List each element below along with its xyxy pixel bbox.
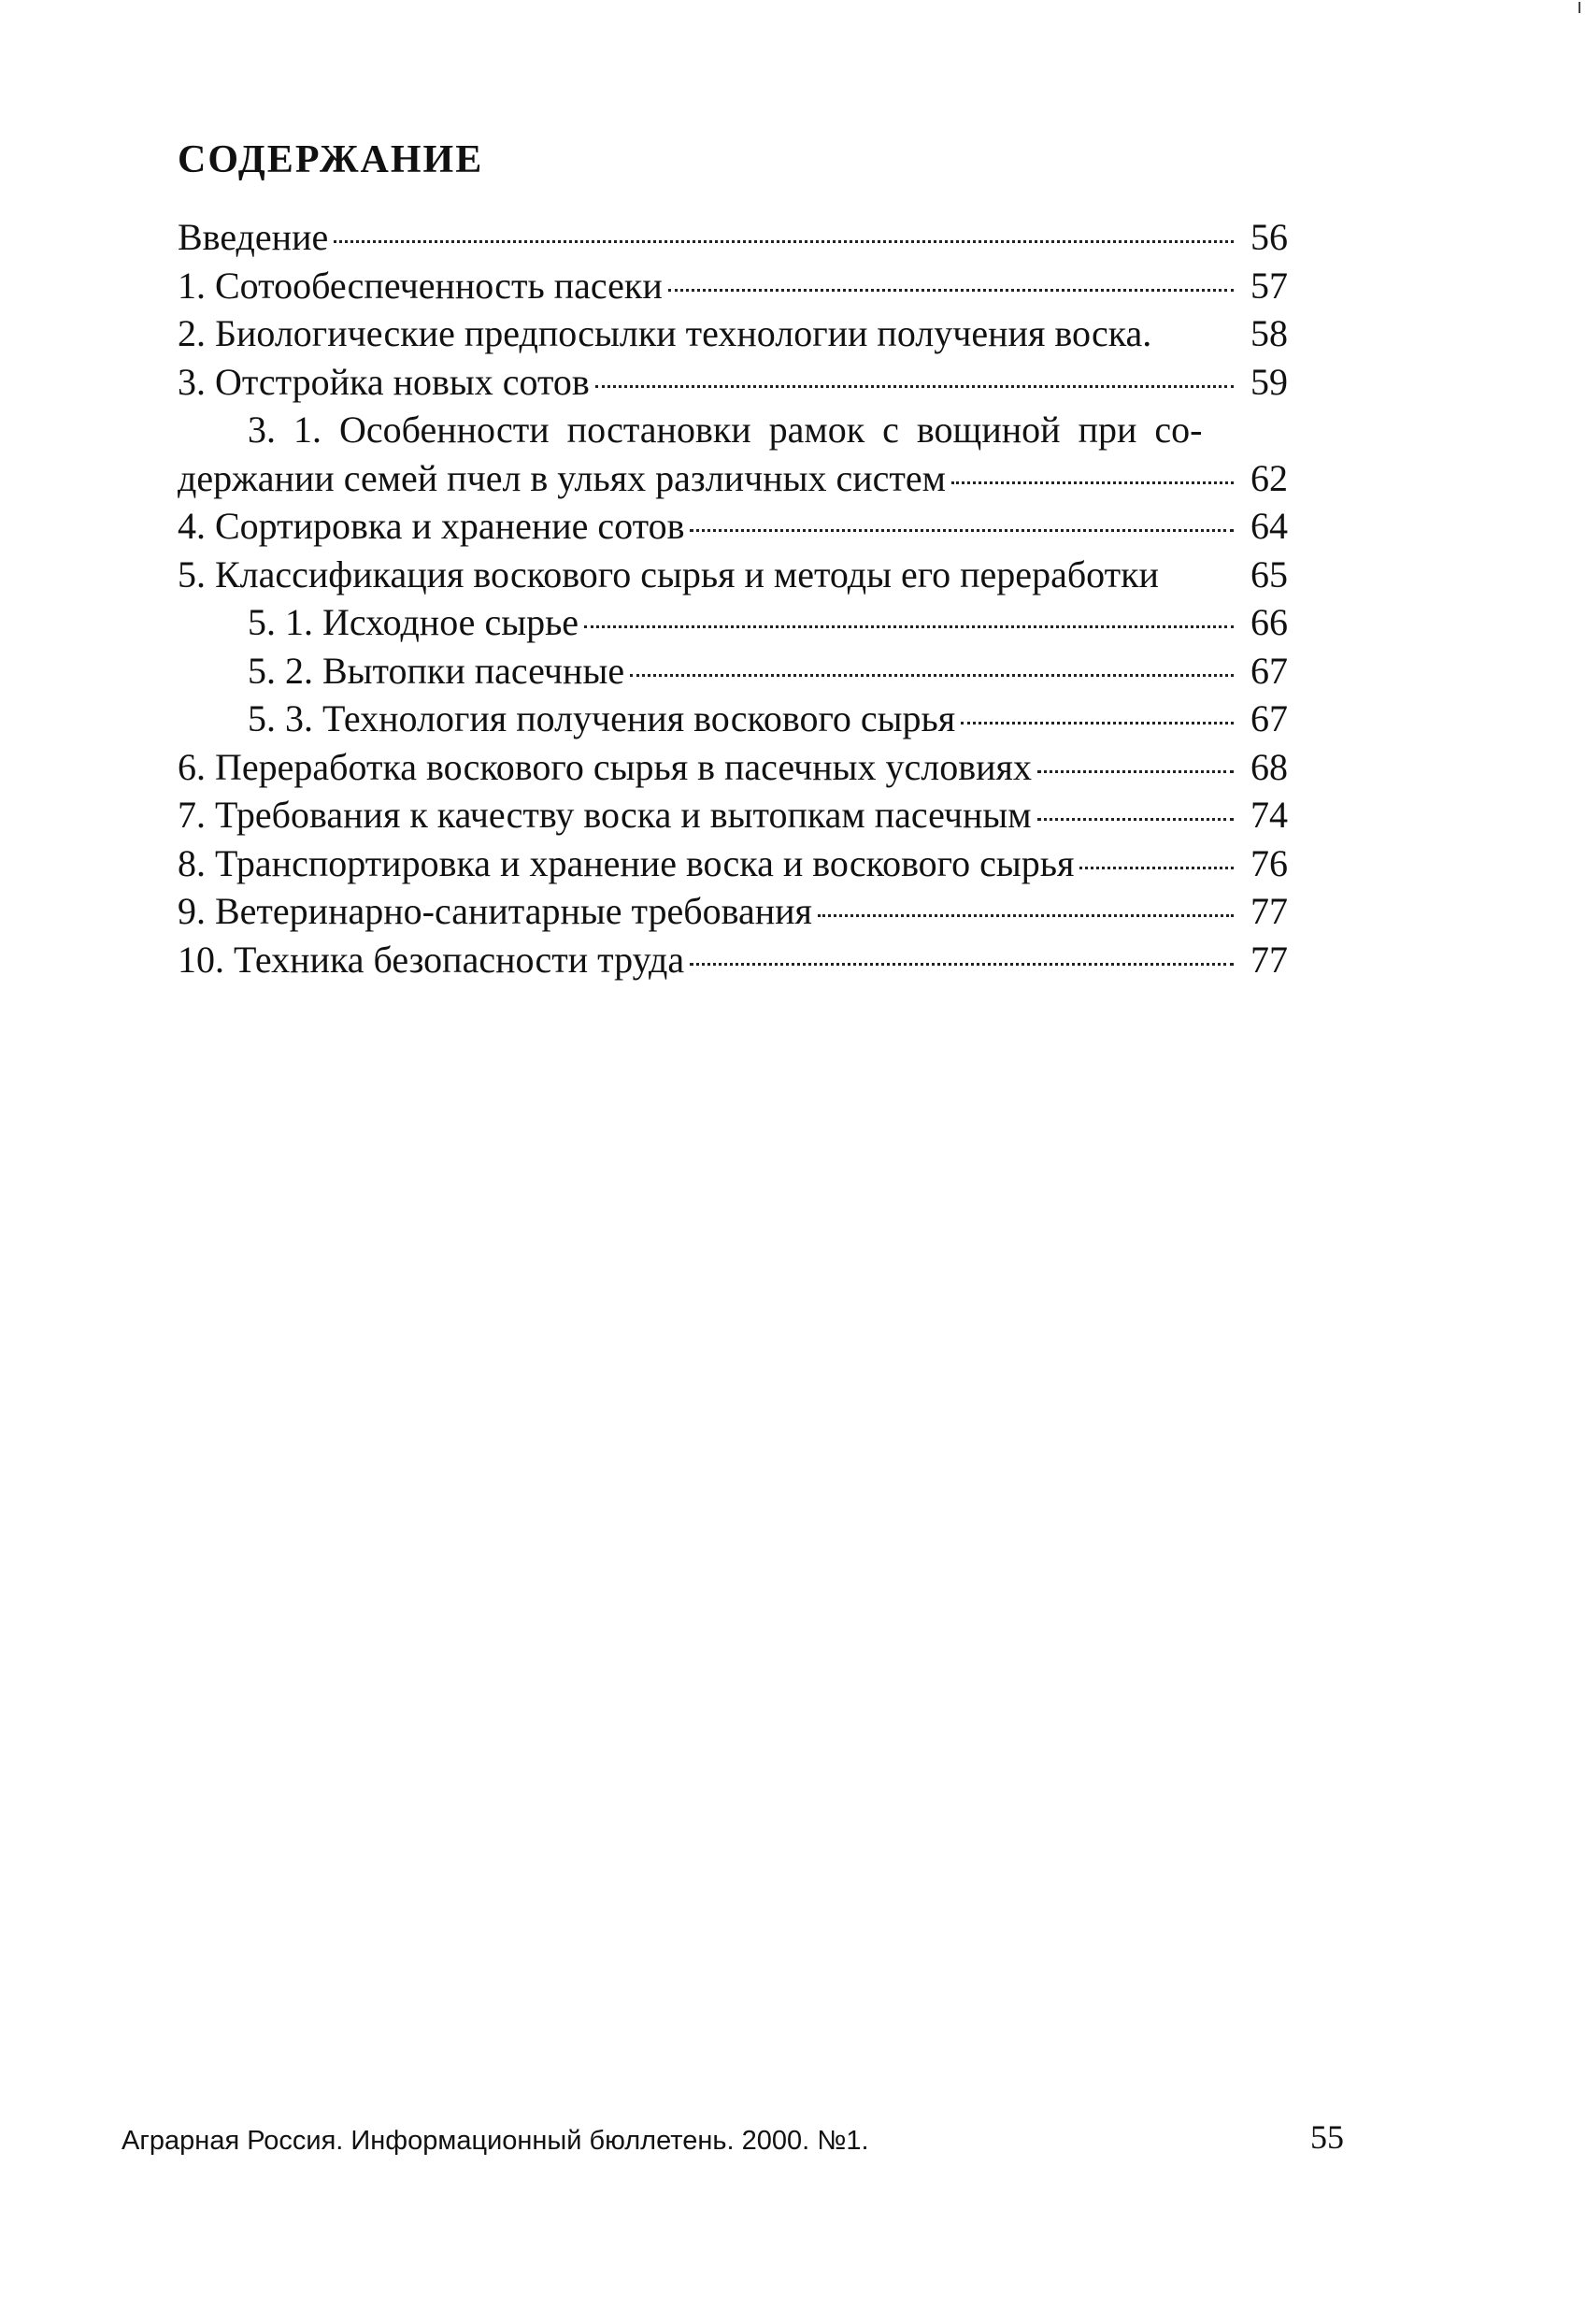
toc-entry-title: 9. Ветеринарно-санитарные требования xyxy=(178,890,812,932)
toc-entry-title: 5. Классификация воскового сырья и методы его переработки xyxy=(178,552,1159,595)
toc-entry-page: 66 xyxy=(1250,601,1288,643)
footer-publication: Аграрная Россия. Информационный бюллетень. 2000. №1. xyxy=(121,2126,869,2156)
toc-entry xyxy=(178,887,1288,936)
table-of-contents xyxy=(178,213,1288,983)
toc-entry-page: 67 xyxy=(1250,649,1288,692)
toc-entry xyxy=(178,551,1288,599)
toc-entry-title: 2. Биологические предпосылки технологии получения воска. xyxy=(178,312,1152,354)
toc-entry-title: 10. Техника безопасности труда xyxy=(178,938,685,981)
toc-subentry xyxy=(178,647,1288,696)
toc-entry-title: 3. 1. Особенности постановки рамок с вощиной при со- xyxy=(248,409,1203,451)
toc-entry-title: 5. 1. Исходное сырье xyxy=(248,601,579,643)
toc-entry-page: 77 xyxy=(1250,938,1288,981)
toc-entry-multiline-start xyxy=(178,406,1288,454)
dot-leader xyxy=(961,722,1234,724)
toc-entry xyxy=(178,309,1288,358)
dot-leader xyxy=(690,963,1234,966)
toc-entry-page: 62 xyxy=(1250,456,1288,499)
toc-entry xyxy=(178,262,1288,310)
toc-entry-title: 7. Требования к качеству воска и вытопкам пасечным xyxy=(178,794,1032,836)
dot-leader xyxy=(595,385,1234,388)
dot-leader xyxy=(1037,770,1234,773)
toc-entry-page: 67 xyxy=(1250,697,1288,739)
dot-leader xyxy=(668,289,1234,292)
toc-entry xyxy=(178,936,1288,984)
toc-entry xyxy=(178,502,1288,551)
toc-entry-title: 4. Сортировка и хранение сотов xyxy=(178,505,685,547)
footer-page-number: 55 xyxy=(1310,2118,1344,2156)
dot-leader xyxy=(1164,578,1234,581)
toc-entry xyxy=(178,358,1288,407)
toc-entry-title: держании семей пчел в ульях различных систем xyxy=(178,456,946,499)
toc-entry xyxy=(178,791,1288,839)
toc-entry-page: 59 xyxy=(1250,360,1288,403)
toc-entry-title: 5. 3. Технология получения воскового сырья xyxy=(248,697,956,739)
dot-leader xyxy=(584,625,1234,628)
toc-entry-title: 1. Сотообеспеченность пасеки xyxy=(178,264,663,307)
toc-subentry xyxy=(178,695,1288,743)
toc-entry-title: 5. 2. Вытопки пасечные xyxy=(248,649,625,692)
toc-heading: СОДЕРЖАНИЕ xyxy=(178,138,484,181)
dot-leader xyxy=(951,481,1234,484)
dot-leader xyxy=(334,240,1234,243)
dot-leader xyxy=(1079,867,1234,869)
toc-entry-title: 6. Переработка воскового сырья в пасечных условиях xyxy=(178,745,1032,788)
toc-entry xyxy=(178,743,1288,792)
dot-leader xyxy=(630,674,1234,677)
toc-entry-title: 8. Транспортировка и хранение воска и воскового сырья xyxy=(178,841,1075,884)
toc-entry xyxy=(178,839,1288,888)
scan-mark xyxy=(1579,2,1580,13)
toc-entry-page: 74 xyxy=(1250,794,1288,836)
dot-leader xyxy=(1157,337,1234,339)
toc-entry-page: 57 xyxy=(1250,264,1288,307)
toc-entry-page: 77 xyxy=(1250,890,1288,932)
dot-leader xyxy=(1037,818,1234,821)
toc-entry-multiline-end xyxy=(178,454,1288,503)
dot-leader xyxy=(818,914,1234,917)
toc-entry-title: Введение xyxy=(178,216,329,258)
toc-entry-page: 58 xyxy=(1250,312,1288,354)
toc-entry-page: 64 xyxy=(1250,505,1288,547)
toc-entry-title: 3. Отстройка новых сотов xyxy=(178,360,590,403)
toc-subentry xyxy=(178,598,1288,647)
toc-entry-page: 65 xyxy=(1250,552,1288,595)
toc-entry xyxy=(178,213,1288,262)
toc-entry-page: 76 xyxy=(1250,841,1288,884)
toc-entry-page: 68 xyxy=(1250,745,1288,788)
toc-entry-page: 56 xyxy=(1250,216,1288,258)
dot-leader xyxy=(690,529,1234,532)
